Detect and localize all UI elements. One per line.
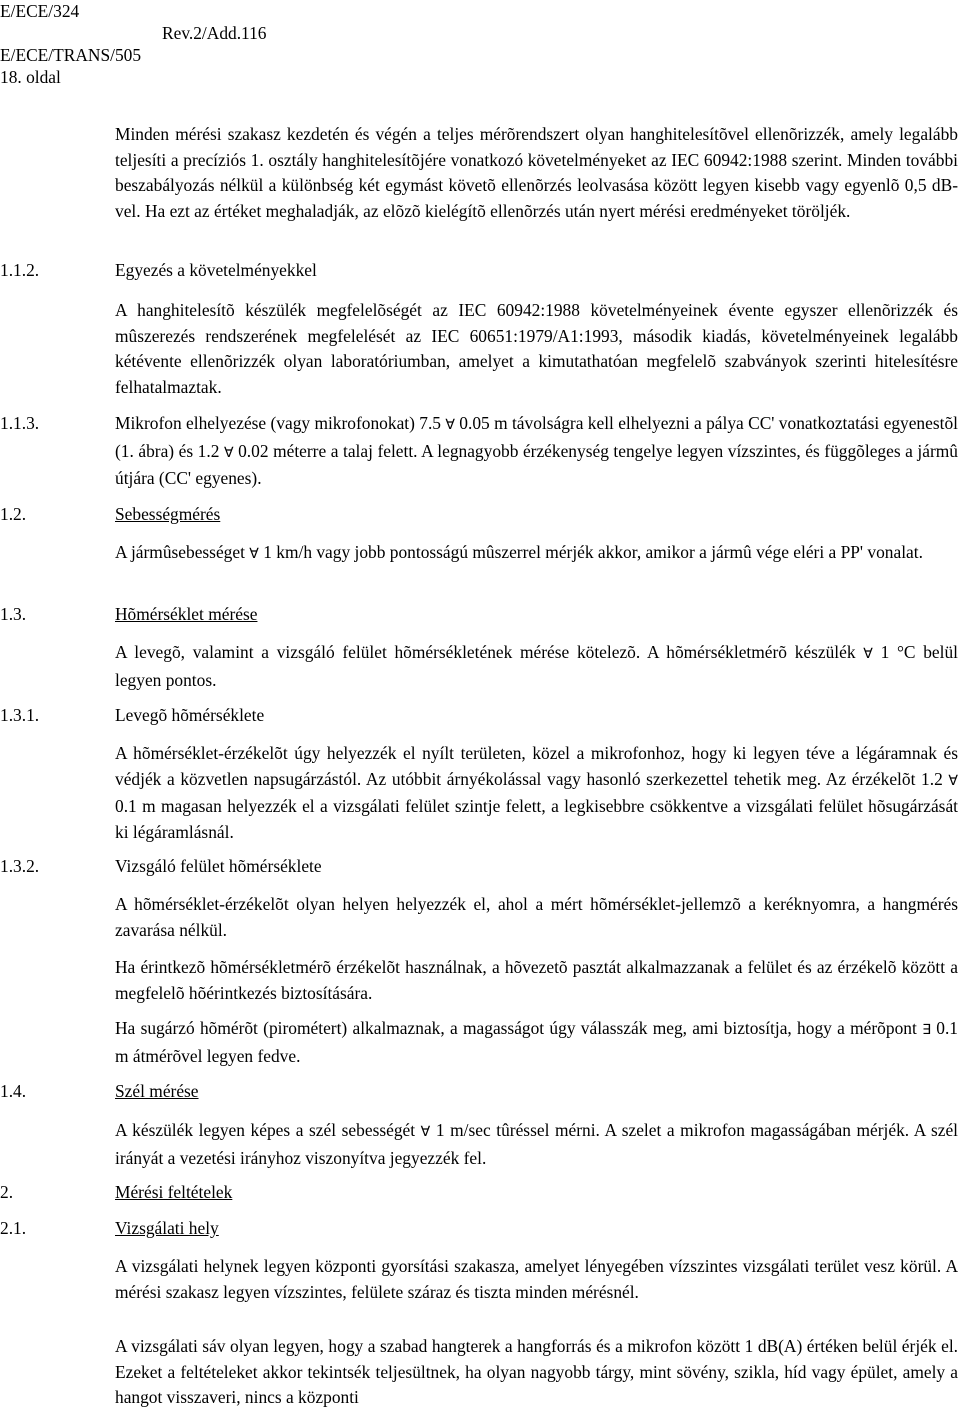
- section-number: 1.1.2.: [0, 260, 40, 280]
- section-title: Hõmérséklet mérése: [115, 604, 258, 624]
- document-symbol: E/ECE/324: [0, 1, 80, 21]
- forall-symbol: ∀: [948, 772, 958, 789]
- forall-symbol: ∀: [223, 444, 234, 461]
- section-number: 1.3.: [0, 604, 27, 624]
- forall-symbol: ∀: [420, 1124, 431, 1140]
- section-number: 1.2.: [0, 504, 27, 524]
- section-number: 1.4.: [0, 1081, 27, 1101]
- section-text: Mikrofon elhelyezése (vagy mikrofonokat) 7.5 ∀ 0.05 m távolságra kell elhelyezni a pálya CC' vonatkoztatási egyenestõl (1. ábra) és 1.2 ∀ 0.02 méterre a talaj felett. A legnagyobb érzékenység tengelye legyen vízszintes, és függõleges a jármû útjára (CC' egyenes).: [115, 413, 958, 488]
- section-text: A hanghitelesítõ készülék megfelelõségét az IEC 60942:1988 követelményeinek évente egyszer ellenõrizzék és mûszerezés rendszerének megfelelését az IEC 60651:1979/A1:1993, második kiadás, követelményeinek legalább kétévente ellenõrizzék olyan laboratóriumban, amelyet a kimutathatóan megfelelõ szabványok szerinti hitelesítésre felhatalmaztak.: [115, 300, 958, 397]
- section-text-3: Ha sugárzó hõmérõt (pirométert) alkalmaznak, a magasságot úgy válasszák meg, ami biztosítja, hogy a mérõpont ∃ 0.1 m átmérõvel legyen fedve.: [115, 1018, 958, 1066]
- section-text-2: Ha érintkezõ hõmérsékletmérõ érzékelõt használnak, a hõvezetõ pasztát alkalmazzanak a felület és az érzékelõ között a megfelelõ hõérintkezés biztosítására.: [115, 957, 958, 1003]
- section-title: Levegõ hõmérséklete: [115, 705, 265, 725]
- section-text-1: A vizsgálati helynek legyen központi gyorsítási szakasza, amelyet lényegében vízszintes vizsgálati terület vesz körül. A mérési szakasz legyen vízszintes, felülete száraz és tiszta minden mérésnél.: [115, 1256, 958, 1302]
- forall-symbol: ∀: [445, 417, 455, 433]
- section-title: Egyezés a követelményekkel: [115, 260, 317, 280]
- section-number: 2.1.: [0, 1218, 27, 1238]
- section-number: 1.3.2.: [0, 856, 40, 876]
- page-number: 18. oldal: [0, 67, 61, 88]
- forall-symbol: ∀: [863, 646, 873, 662]
- section-number: 2.: [0, 1182, 14, 1202]
- section-text: A készülék legyen képes a szél sebességét ∀ 1 m/sec tûréssel mérni. A szelet a mikrofon magasságában mérjék. A szél irányát a vezetési irányhoz viszonyítva jegyezzék fel.: [115, 1120, 958, 1168]
- revision-label: Rev.2/Add.116: [162, 23, 267, 43]
- exists-symbol: ∃: [922, 1022, 931, 1038]
- section-text: A levegõ, valamint a vizsgáló felület hõmérsékletének mérése kötelezõ. A hõmérsékletmérõ készülék ∀ 1 °C belül legyen pontos.: [115, 642, 958, 690]
- section-title: Vizsgáló felület hõmérséklete: [115, 856, 322, 876]
- section-title: Mérési feltételek: [115, 1182, 233, 1202]
- trans-symbol: E/ECE/TRANS/505: [0, 45, 142, 66]
- section-text: A hõmérséklet-érzékelõt úgy helyezzék el nyílt területen, közel a mikrofonhoz, hogy ki legyen téve a légáramnak és védjék a közvetlen napsugárzástól. Az utóbbit árnyékolással vagy hasonló szerkezettel tehetik meg. Az érzékelõt 1.2 ∀ 0.1 m magasan helyezzék el a vizsgálati felület szintje felett, a legkisebbre csökkentve a vizsgálati felület hõsugárzását ki légáramlásnál.: [115, 743, 958, 842]
- section-text: A jármûsebességet ∀ 1 km/h vagy jobb pontosságú mûszerrel mérjék akkor, amikor a jármû vége eléri a PP' vonalat.: [115, 542, 923, 562]
- intro-paragraph: Minden mérési szakasz kezdetén és végén a teljes mérõrendszert olyan hanghitelesítõvel ellenõrizzék, amely legalább teljesíti a precíziós 1. osztály hanghitelesítõjére vonatkozó követelményeket az IEC 60942:1988 szerint. Minden további beszabályozás nélkül a különbség két egymást követõ ellenõrzés leolvasása között legyen kisebb vagy egyenlõ 0,5 dB-vel. Ha ezt az értéket meghaladják, az elõzõ kielégítõ ellenõrzés után nyert mérési eredményeket töröljék.: [115, 124, 958, 221]
- section-title: Sebességmérés: [115, 504, 221, 524]
- section-title: Szél mérése: [115, 1081, 199, 1101]
- section-number: 1.3.1.: [0, 705, 40, 725]
- section-number: 1.1.3.: [0, 413, 40, 433]
- section-text-1: A hõmérséklet-érzékelõt olyan helyen helyezzék el, ahol a mért hõmérséklet-jellemzõ a keréknyomra, a hangmérés zavarása nélkül.: [115, 894, 958, 940]
- forall-symbol: ∀: [249, 546, 259, 562]
- page-header: [0, 0, 267, 89]
- section-text-2: A vizsgálati sáv olyan legyen, hogy a szabad hangterek a hangforrás és a mikrofon között 1 dB(A) értéken belül érjék el. Ezeket a feltételeket akkor tekintsék teljesültnek, ha olyan nagyobb tárgy, mint sövény, szikla, híd vagy épület, amely a hangot visszaveri, nincs a központi: [115, 1336, 958, 1407]
- section-title: Vizsgálati hely: [115, 1218, 219, 1238]
